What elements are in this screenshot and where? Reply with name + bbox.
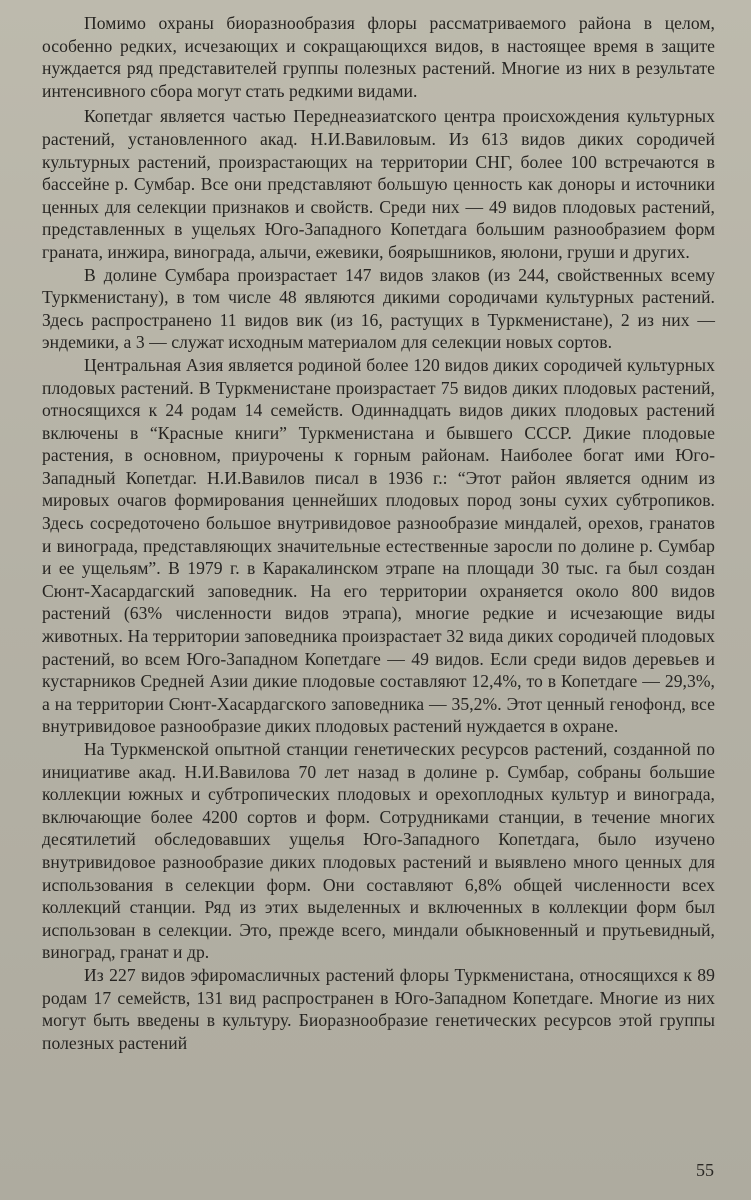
paragraph-essential-oil-plants: Из 227 видов эфиромасличных растений флоры Туркменистана, относящихся к 89 родам 17 семейств, 131 вид распространен в Юго-Западном Копетдаге. Многие из них могут быть введены в культуру. Биоразнообразие генетических ресурсов этой группы полезных растений (42, 964, 715, 1053)
paragraph-plant-protection: Помимо охраны биоразнообразия флоры рассматриваемого района в целом, особенно редких, исчезающих и сокращающихся видов, в настоящее время в защите нуждается ряд представителей группы полезных растений. Многие из них в результате интенсивного сбора могут стать редкими видами. (42, 13, 715, 101)
paragraph-kopetdag-center: Копетдаг является частью Переднеазиатского центра происхождения культурных растений, установленного акад. Н.И.Вавиловым. Из 613 видов диких сородичей культурных растений, произрастающих на территории СНГ, более 100 встречаются в бассейне р. Сумбар. Все они представляют большую ценность как доноры и источники ценных для селекции признаков и свойств. Среди них — 49 видов плодовых растений, представленных в ущельях Юго-Западного Копетдага большим разнообразием форм граната, инжира, винограда, алычи, ежевики, боярышников, яюлони, груши и других. (42, 106, 715, 262)
paragraph-sumbar-grasses: В долине Сумбара произрастает 147 видов злаков (из 244, свойственных всему Туркменистану), в том числе 48 являются дикими сородичами культурных растений. Здесь распространено 11 видов вик (из 16, растущих в Туркменистане), 2 из них — эндемики, а 3 — служат исходным материалом для селекции новых сортов. (42, 264, 715, 353)
paragraph-experimental-station: На Туркменской опытной станции генетических ресурсов растений, созданной по инициативе акад. Н.И.Вавилова 70 лет назад в долине р. Сумбар, собраны большие коллекции южных и субтропических плодовых и орехоплодных культур и винограда, включающие более 4200 сортов и форм. Сотрудниками станции, в течение многих десятилетий обследовавших ущелья Юго-Западного Копетдага, было изучено внутривидовое разнообразие диких плодовых растений и выявлено много ценных для использования в селекции форм. Они составляют 6,8% общей численности всех коллекций станции. Ряд из этих выделенных и включенных в коллекции форм был использован в селекции. Это, прежде всего, миндали обыкновенный и прутьевидный, виноград, гранат и др. (42, 739, 715, 963)
paragraph-central-asia-fruit: Центральная Азия является родиной более 120 видов диких сородичей культурных плодовых растений. В Туркменистане произрастает 75 видов диких плодовых растений, относящихся к 24 родам 14 семейств. Одиннадцать видов диких плодовых растений включены в “Красные книги” Туркменистана и бывшего СССР. Дикие плодовые растения, в основном, приурочены к горным районам. Наиболее богат ими Юго-Западный Копетдаг. Н.И.Вавилов писал в 1936 г.: “Этот район является одним из мировых очагов формирования ценнейших плодовых пород зоны сухих субтропиков. Здесь сосредоточено большое внутривидовое разнообразие миндалей, орехов, гранатов и винограда, представляющих значительные естественные заросли по долине р. Сумбар и ее ущельям”. В 1979 г. в Каракалинском этрапе на площади 30 тыс. га был создан Сюнт-Хасардагский заповедник. На его территории охраняется около 800 видов растений (63% численности видов этрапа), многие редкие и исчезающие виды животных. На территории заповедника произрастает 32 вида диких сородичей плодовых растений, во всем Юго-Западном Копетдаге — 49 видов. Если среди видов деревьев и кустарников Средней Азии дикие плодовые составляют 12,4%, то в Копетдаге — 29,3%, а на территории Сюнт-Хасардагского заповедника — 35,2%. Этот ценный генофонд, все внутривидовое разнообразие диких плодовых растений нуждается в охране. (42, 354, 715, 737)
page-number: 55 (696, 1160, 714, 1180)
